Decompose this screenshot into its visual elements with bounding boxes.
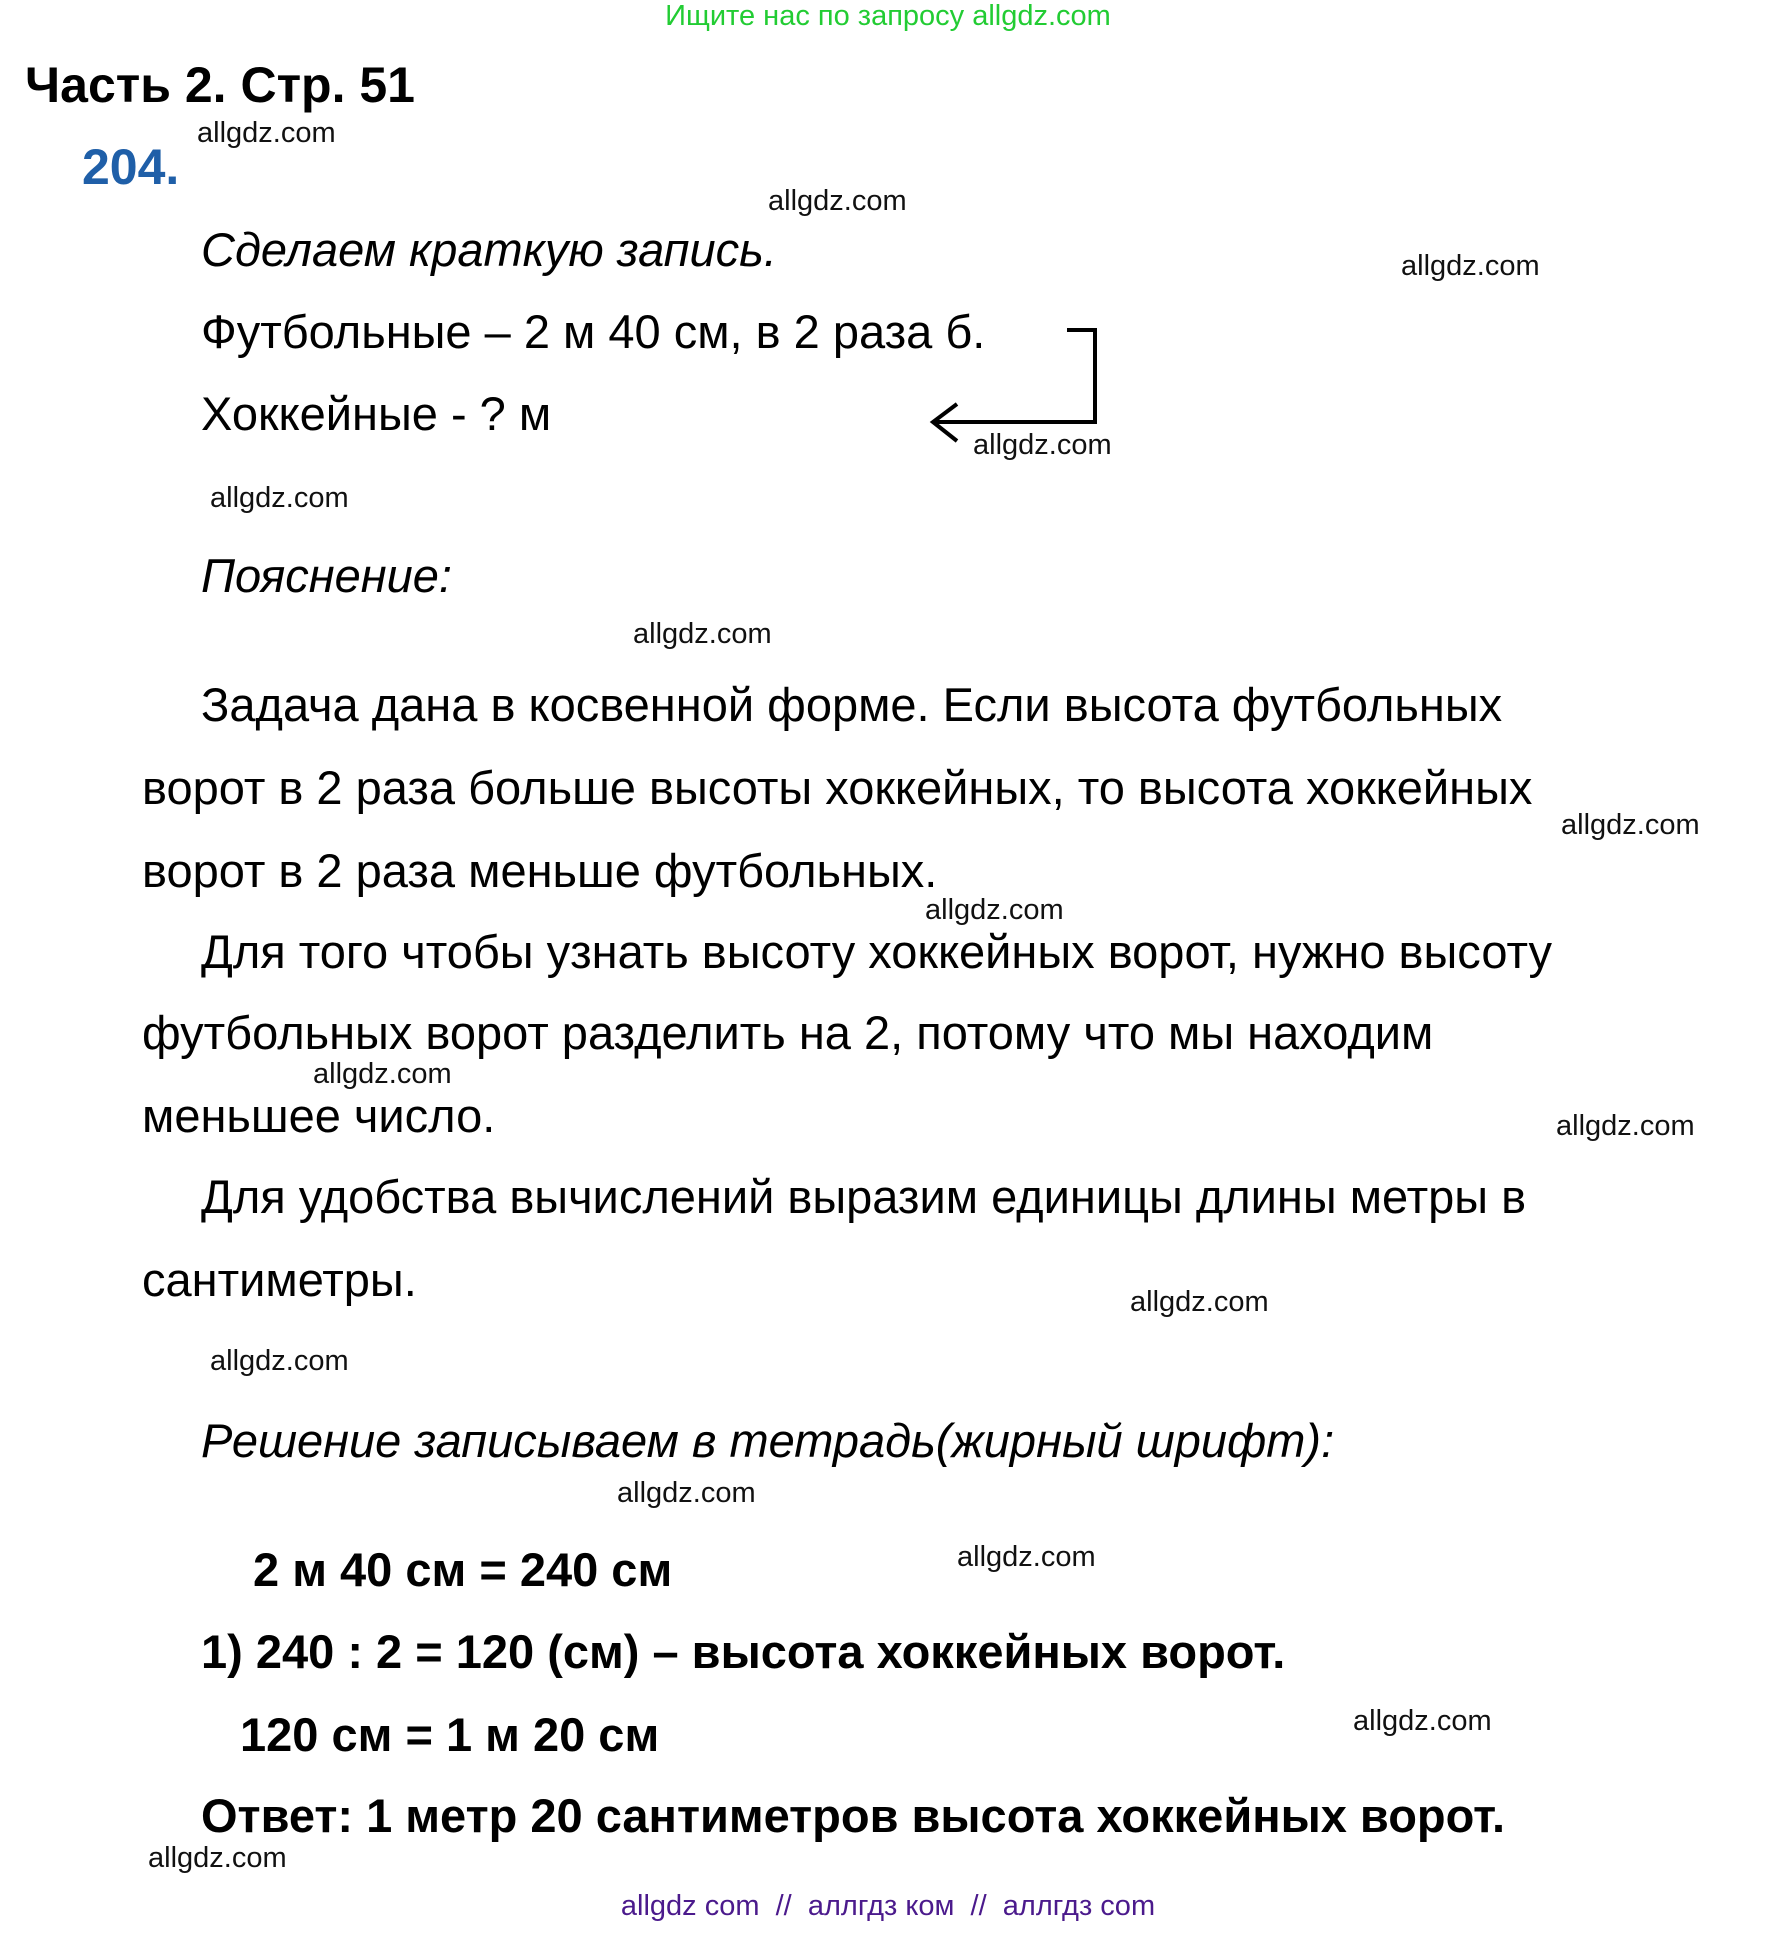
explanation-heading: Пояснение: <box>201 549 452 602</box>
watermark: allgdz.com <box>1401 250 1540 282</box>
watermark: allgdz.com <box>210 1345 349 1377</box>
solution-line: 2 м 40 см = 240 см <box>253 1543 673 1596</box>
header-banner: Ищите нас по запросу allgdz.com <box>665 0 1111 32</box>
watermark: allgdz.com <box>617 1477 756 1509</box>
answer-line: Ответ: 1 метр 20 сантиметров высота хоккейных ворот. <box>201 1789 1506 1842</box>
watermark: allgdz.com <box>1353 1705 1492 1737</box>
short-note-heading: Сделаем краткую запись. <box>201 223 777 276</box>
watermark: allgdz.com <box>925 894 1064 926</box>
explanation-line: Для удобства вычислений выразим единицы длины метры в <box>201 1170 1527 1223</box>
watermark: allgdz.com <box>768 185 907 217</box>
explanation-line: футбольных ворот разделить на 2, потому что мы находим <box>142 1006 1434 1059</box>
watermark: allgdz.com <box>313 1058 452 1090</box>
short-note-line: Хоккейные - ? м <box>201 387 552 440</box>
page-title: Часть 2. Стр. 51 <box>25 57 415 113</box>
watermark: allgdz.com <box>973 429 1112 461</box>
explanation-line: меньшее число. <box>142 1089 496 1142</box>
solution-line: 120 см = 1 м 20 см <box>240 1708 660 1761</box>
solution-heading: Решение записываем в тетрадь(жирный шрифт): <box>201 1414 1335 1467</box>
watermark: allgdz.com <box>148 1842 287 1874</box>
explanation-line: Для того чтобы узнать высоту хоккейных ворот, нужно высоту <box>201 925 1552 978</box>
watermark: allgdz.com <box>957 1541 1096 1573</box>
explanation-line: Задача дана в косвенной форме. Если высота футбольных <box>201 678 1503 731</box>
task-number: 204. <box>82 139 180 195</box>
footer-links: allgdz com // аллгдз ком // аллгдз com <box>620 1890 1156 1922</box>
solution-line: 1) 240 : 2 = 120 (см) – высота хоккейных ворот. <box>201 1625 1286 1678</box>
explanation-line: ворот в 2 раза больше высоты хоккейных, то высота хоккейных <box>142 761 1533 814</box>
short-note-line: Футбольные – 2 м 40 см, в 2 раза б. <box>201 305 986 358</box>
explanation-line: сантиметры. <box>142 1253 417 1306</box>
watermark: allgdz.com <box>1130 1286 1269 1318</box>
watermark: allgdz.com <box>197 117 336 149</box>
watermark: allgdz.com <box>1556 1110 1695 1142</box>
watermark: allgdz.com <box>1561 809 1700 841</box>
explanation-line: ворот в 2 раза меньше футбольных. <box>142 844 938 897</box>
watermark: allgdz.com <box>633 618 772 650</box>
watermark: allgdz.com <box>210 482 349 514</box>
